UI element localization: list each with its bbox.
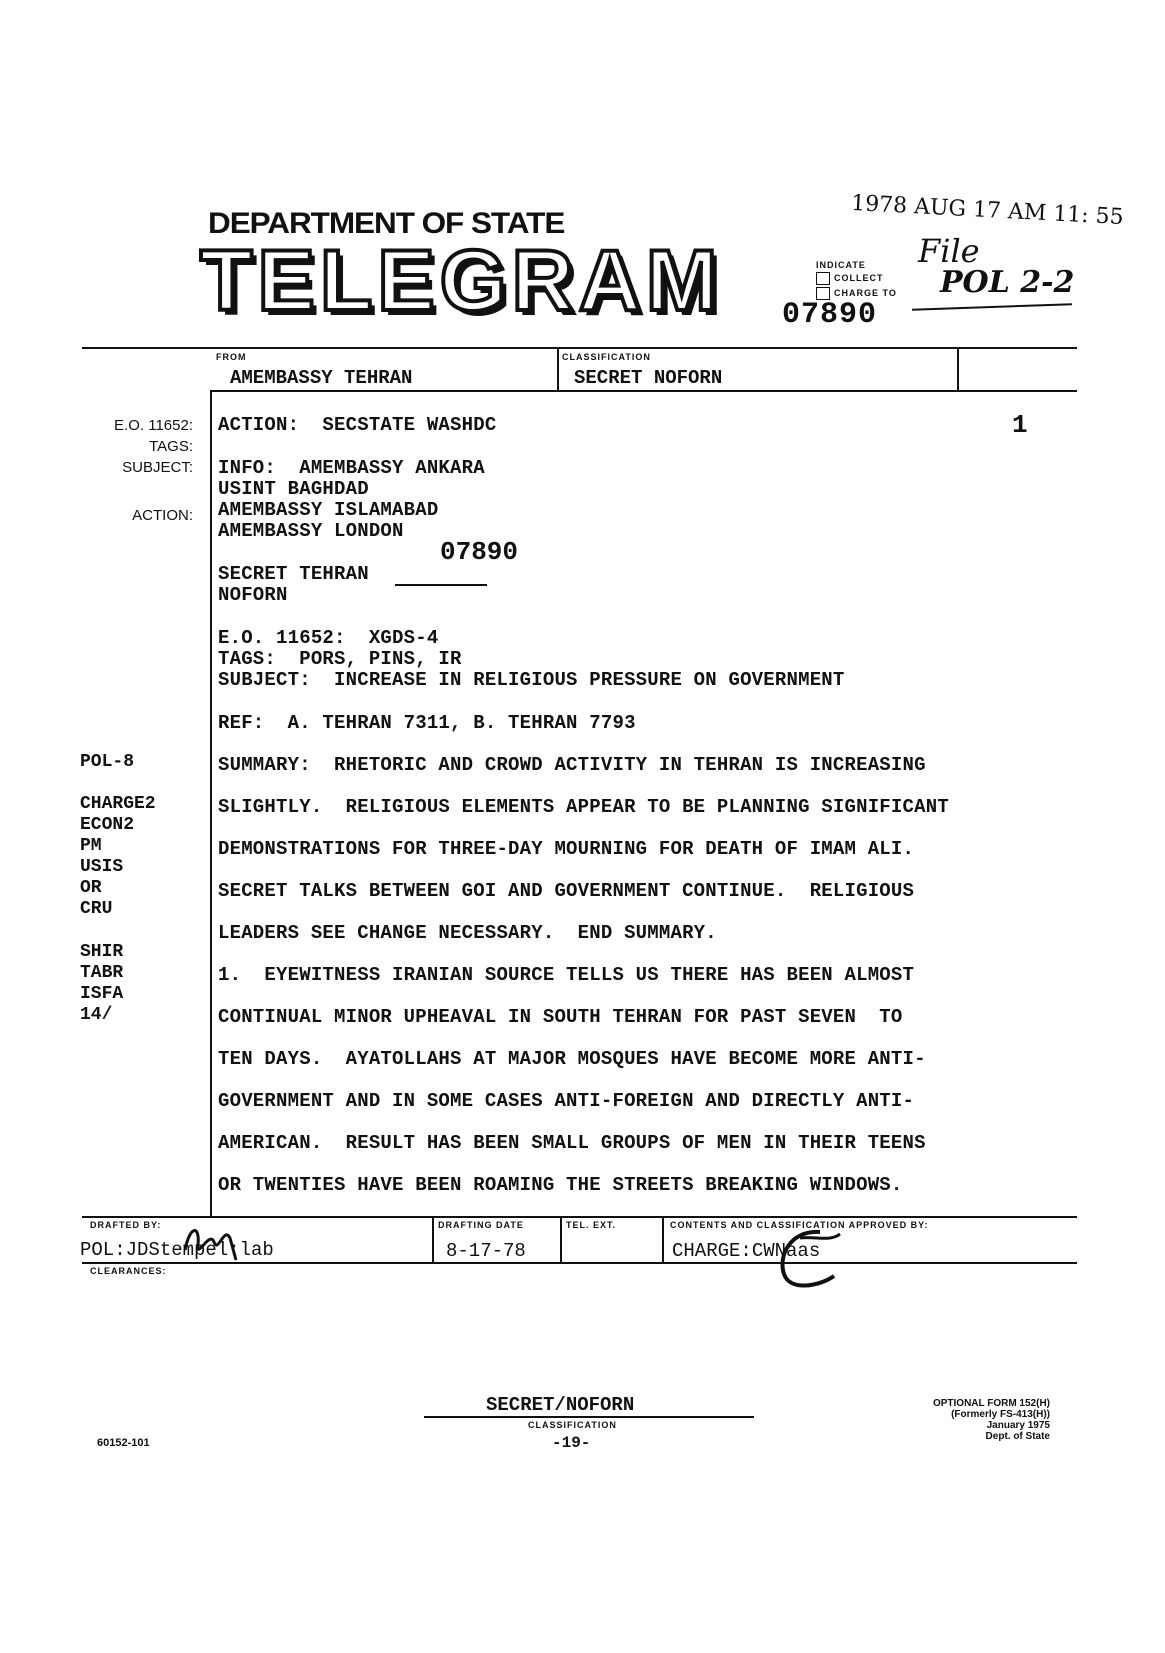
action-line: ACTION: SECSTATE WASHDC: [218, 414, 497, 436]
footer-classification: SECRET/NOFORN: [486, 1394, 635, 1416]
body-line: CONTINUAL MINOR UPHEAVAL IN SOUTH TEHRAN FOR PAST SEVEN TO: [218, 1006, 903, 1028]
drafted-by-label: DRAFTED BY:: [90, 1220, 162, 1230]
drafting-date-label: DRAFTING DATE: [438, 1220, 524, 1230]
info-line: AMEMBASSY ISLAMABAD: [218, 499, 439, 521]
tel-ext-label: TEL. EXT.: [566, 1220, 617, 1230]
body-line: LEADERS SEE CHANGE NECESSARY. END SUMMARY.: [218, 922, 717, 944]
indicate-label: INDICATE: [816, 260, 866, 270]
top-rule: [82, 347, 1077, 349]
approver-signature: [770, 1226, 850, 1296]
noforn-line: NOFORN: [218, 584, 288, 606]
routing-pol: POL-8: [80, 752, 135, 772]
body-left-rule: [210, 390, 212, 1218]
routing-posts: [80, 942, 123, 1026]
approved-by-value: CHARGE:CWNaas: [672, 1240, 821, 1262]
telegram-number: 07890: [782, 298, 878, 332]
routing-item: ISFA: [80, 984, 124, 1004]
tags-line: TAGS: PORS, PINS, IR: [218, 648, 462, 670]
footer-classification-rule: [424, 1416, 754, 1418]
clearances-label: CLEARANCES:: [90, 1266, 167, 1276]
body-line: 1. EYEWITNESS IRANIAN SOURCE TELLS US THERE HAS BEEN ALMOST: [218, 964, 915, 986]
received-stamp: 1978 AUG 17 AM 11: 55: [850, 190, 1125, 231]
routing-item: TABR: [80, 963, 124, 983]
classification-value: SECRET NOFORN: [574, 367, 723, 389]
body-line: OR TWENTIES HAVE BEEN ROAMING THE STREETS BREAKING WINDOWS.: [218, 1174, 903, 1196]
routing-item: 14/: [80, 1005, 113, 1025]
from-bottom-rule: [210, 390, 1077, 392]
charge-to-option: CHARGE TO: [816, 287, 897, 300]
message-number-stamp: 07890: [440, 537, 519, 567]
drafter-initials-signature: [180, 1220, 250, 1265]
footer-divider-3: [662, 1216, 664, 1263]
file-handwritten-note: File: [918, 232, 980, 270]
side-label-subject: SUBJECT:: [122, 459, 193, 476]
corner-mark: 1: [1012, 410, 1028, 440]
routing-item: CHARGE2: [80, 794, 156, 814]
side-label-action: ACTION:: [132, 507, 193, 524]
info-line: USINT BAGHDAD: [218, 478, 369, 500]
body-line: AMERICAN. RESULT HAS BEEN SMALL GROUPS OF MEN IN THEIR TEENS: [218, 1132, 926, 1154]
collect-option: COLLECT: [816, 272, 884, 285]
drafting-date-value: 8-17-78: [446, 1240, 526, 1262]
collect-checkbox: [816, 272, 830, 285]
routing-item: PM: [80, 836, 102, 856]
department-heading: DEPARTMENT OF STATE: [208, 207, 565, 240]
optional-form-line: OPTIONAL FORM 152(H): [932, 1398, 1050, 1409]
routing-item: ECON2: [80, 815, 135, 835]
side-label-eo: E.O. 11652:: [114, 417, 193, 434]
footer-divider-1: [432, 1216, 434, 1263]
info-line: INFO: AMEMBASSY ANKARA: [218, 457, 485, 479]
body-line: SUMMARY: RHETORIC AND CROWD ACTIVITY IN TEHRAN IS INCREASING: [218, 754, 926, 776]
body-line: DEMONSTRATIONS FOR THREE-DAY MOURNING FOR DEATH OF IMAM ALI.: [218, 838, 915, 860]
from-label: FROM: [216, 352, 247, 362]
routing-item: OR: [80, 878, 102, 898]
optional-form-notice: [870, 1398, 1050, 1442]
from-divider: [557, 347, 559, 391]
side-label-tags: TAGS:: [149, 438, 193, 455]
class-divider: [957, 347, 959, 391]
routing-item: CRU: [80, 899, 113, 919]
ref-line: REF: A. TEHRAN 7311, B. TEHRAN 7793: [218, 712, 636, 734]
secret-tehran-line: SECRET TEHRAN: [218, 563, 369, 585]
routing-list: [80, 794, 156, 920]
classification-label: CLASSIFICATION: [562, 352, 651, 362]
page-number: -19-: [552, 1434, 591, 1452]
optional-form-line: January 1975: [986, 1420, 1050, 1431]
info-line: AMEMBASSY LONDON: [218, 520, 404, 542]
optional-form-line: (Formerly FS-413(H)): [951, 1409, 1050, 1420]
eo-line: E.O. 11652: XGDS-4: [218, 627, 439, 649]
telegram-title: TELEGRAM: [200, 233, 723, 329]
form-code: 60152-101: [97, 1437, 150, 1449]
footer-top-rule: [82, 1216, 1077, 1218]
footer-divider-2: [560, 1216, 562, 1263]
body-line: TEN DAYS. AYATOLLAHS AT MAJOR MOSQUES HAVE BECOME MORE ANTI-: [218, 1048, 926, 1070]
body-line: SECRET TALKS BETWEEN GOI AND GOVERNMENT CONTINUE. RELIGIOUS: [218, 880, 915, 902]
drafted-by-value: POL:JDStempel:lab: [80, 1239, 274, 1261]
footer-classification-caption: CLASSIFICATION: [528, 1420, 617, 1430]
number-blank-underline: [395, 584, 487, 586]
file-code-underline: [912, 303, 1072, 311]
subject-line: SUBJECT: INCREASE IN RELIGIOUS PRESSURE ON GOVERNMENT: [218, 669, 845, 691]
from-value: AMEMBASSY TEHRAN: [230, 367, 413, 389]
file-code-handwritten: POL 2-2: [940, 265, 1075, 300]
body-line: SLIGHTLY. RELIGIOUS ELEMENTS APPEAR TO BE PLANNING SIGNIFICANT: [218, 796, 949, 818]
approved-by-label: CONTENTS AND CLASSIFICATION APPROVED BY:: [670, 1220, 929, 1230]
routing-item: SHIR: [80, 942, 124, 962]
routing-item: USIS: [80, 857, 124, 877]
body-line: GOVERNMENT AND IN SOME CASES ANTI-FOREIGN AND DIRECTLY ANTI-: [218, 1090, 915, 1112]
optional-form-line: Dept. of State: [985, 1431, 1050, 1442]
